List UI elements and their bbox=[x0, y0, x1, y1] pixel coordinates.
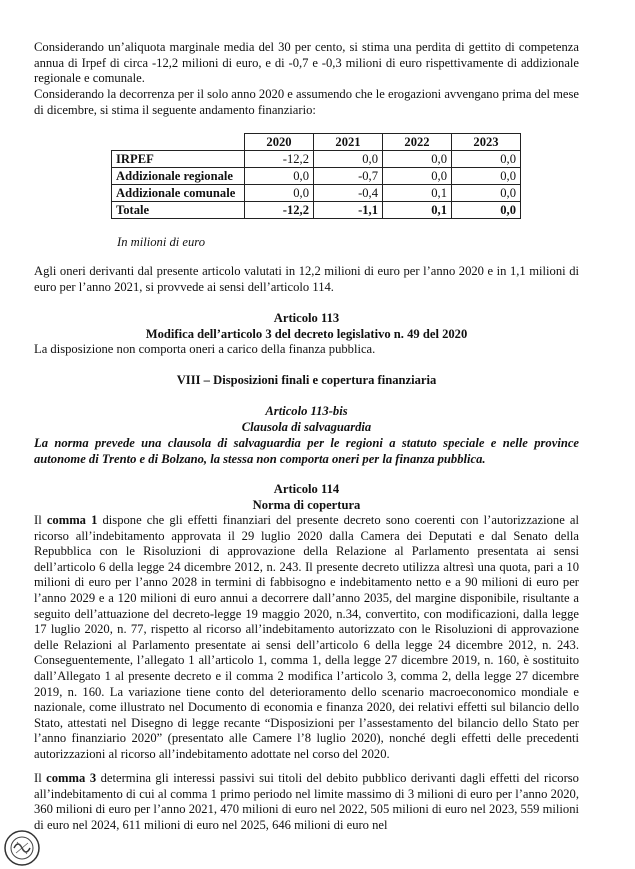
financial-table bbox=[111, 133, 521, 219]
table-cell: -12,2 bbox=[245, 202, 314, 219]
art114-heading: Articolo 114 bbox=[273, 482, 340, 496]
table-row bbox=[112, 168, 521, 185]
intro-paragraph-2: Considerando la decorrenza per il solo anno 2020 e assumendo che le erogazioni avvengano prima del mese di dicembre, si stima il seguente andamento finanziario: bbox=[34, 87, 579, 117]
table-corner bbox=[112, 134, 245, 151]
intro-paragraph-1: Considerando un’aliquota marginale media del 30 per cento, si stima una perdita di gettito di competenza annua di Irpef di circa -12,2 milioni di euro, e di -0,7 e -0,3 milioni di euro rispettivamente di addizionale regionale e comunale. bbox=[34, 40, 579, 86]
comma1-paragraph bbox=[34, 513, 579, 763]
table-cell: -12,2 bbox=[245, 151, 314, 168]
comma1-label: comma 1 bbox=[46, 513, 98, 527]
table-cell: -0,4 bbox=[314, 185, 383, 202]
art113bis-title: Clausola di salvaguardia bbox=[241, 420, 372, 434]
table-cell: 0,0 bbox=[245, 168, 314, 185]
table-total-row bbox=[112, 202, 521, 219]
comma1-text: dispone che gli effetti finanziari del presente decreto sono coerenti con l’autorizzazione al ricorso all’indebitamento approvata il 29 luglio 2020 dalla Camera dei Deputati e dal Senato della Repubblica con le Risoluzioni di approvazione della Relazione al Parlamento presentata ai sensi dell’articolo 6 della legge 24 dicembre 2012, n. 243. Il presente decreto utilizza altresì una quota, pari a 10 milioni di euro per l’anno 2028 in termini di fabbisogno e indebitamento netto e a 90 milioni di euro per l’anno 2029 e a 120 milioni di euro annui a decorrere dall’anno 2035, del margine disponibile, risultante a seguito dell’attuazione del decreto-legge 19 maggio 2020, n.34, convertito, con modificazioni, dalla legge 17 luglio 2020, n. 77, rispetto al ricorso all’indebitamento autorizzato con le Risoluzioni di approvazione delle Relazioni al Parlamento presentate ai sensi dell’articolo 6 della legge 24 dicembre 2012, n. 243. Conseguentemente, l’allegato 1 all’articolo 1, comma 1, della legge 27 dicembre 2019, n. 160, è sostituito dall’Allegato 1 al presente decreto e il comma 2 modifica l’articolo 3, comma 2, della legge 27 dicembre 2019, n. 160. La variazione tiene conto del deterioramento dello scenario macroeconomico mondiale e nazionale, come illustrato nel Documento di economia e finanza 2020, dei relativi effetti sul bilancio dello Stato, attestati nel Disegno di legge recante “Disposizioni per l’assestamento del bilancio dello Stato per l’anno finanziario 2020” (presentato alle Camere l’8 luglio 2020), nonché degli effetti delle precedenti autorizzazioni al ricorso all’indebitamento adottate nel corso del 2020. bbox=[34, 513, 579, 761]
table-cell: 0,0 bbox=[452, 185, 521, 202]
art114-title: Norma di copertura bbox=[252, 498, 361, 512]
row-label: Addizionale regionale bbox=[112, 168, 245, 185]
comma3-text: determina gli interessi passivi sui titoli del debito pubblico derivanti dagli effetti del ricorso all’indebitamento di cui al comma 1 primo periodo nel limite massimo di 3 milioni di euro per l’anno 2020, 360 milioni di euro per l’anno 2021, 470 milioni di euro nel 2022, 505 milioni di euro nel 2023, 559 milioni di euro nel 2024, 611 milioni di euro nel 2025, 646 milioni di euro nel bbox=[34, 771, 579, 832]
table-header-cell: 2022 bbox=[383, 134, 452, 151]
art113-heading: Articolo 113 bbox=[273, 311, 340, 325]
table-cell: 0,1 bbox=[383, 202, 452, 219]
comma1-prefix: Il bbox=[34, 513, 47, 527]
section-heading: VIII – Disposizioni finali e copertura finanziaria bbox=[176, 373, 437, 387]
comma3-prefix: Il bbox=[34, 771, 47, 785]
art113-title: Modifica dell’articolo 3 del decreto legislativo n. 49 del 2020 bbox=[145, 327, 468, 341]
table-header-cell: 2023 bbox=[452, 134, 521, 151]
table-cell: 0,0 bbox=[452, 168, 521, 185]
row-label: Addizionale comunale bbox=[112, 185, 245, 202]
table-cell: 0,0 bbox=[383, 151, 452, 168]
row-label: IRPEF bbox=[112, 151, 245, 168]
table-cell: 0,0 bbox=[383, 168, 452, 185]
oneri-paragraph: Agli oneri derivanti dal presente articolo valutati in 12,2 milioni di euro per l’anno 2020 e in 1,1 milioni di euro per l’anno 2021, si provvede ai sensi dell’articolo 114. bbox=[34, 264, 579, 294]
table-cell: 0,0 bbox=[314, 151, 383, 168]
table-cell: 0,0 bbox=[245, 185, 314, 202]
table-cell: 0,0 bbox=[452, 202, 521, 219]
seal-stamp-icon bbox=[0, 826, 44, 866]
table-cell: 0,0 bbox=[452, 151, 521, 168]
table-cell: -1,1 bbox=[314, 202, 383, 219]
table-header-cell: 2021 bbox=[314, 134, 383, 151]
table-row bbox=[112, 185, 521, 202]
comma3-paragraph bbox=[34, 771, 579, 833]
table-cell: 0,1 bbox=[383, 185, 452, 202]
row-label: Totale bbox=[112, 202, 245, 219]
table-header-row bbox=[112, 134, 521, 151]
table-row bbox=[112, 151, 521, 168]
art113bis-heading: Articolo 113-bis bbox=[265, 404, 348, 418]
table-note: In milioni di euro bbox=[117, 235, 206, 249]
table-header-cell: 2020 bbox=[245, 134, 314, 151]
comma3-label: comma 3 bbox=[46, 771, 97, 785]
table-cell: -0,7 bbox=[314, 168, 383, 185]
art113-body: La disposizione non comporta oneri a carico della finanza pubblica. bbox=[34, 342, 376, 356]
art113bis-body: La norma prevede una clausola di salvaguardia per le regioni a statuto speciale e nelle province autonome di Trento e di Bolzano, la stessa non comporta oneri per la finanza pubblica. bbox=[34, 436, 579, 466]
